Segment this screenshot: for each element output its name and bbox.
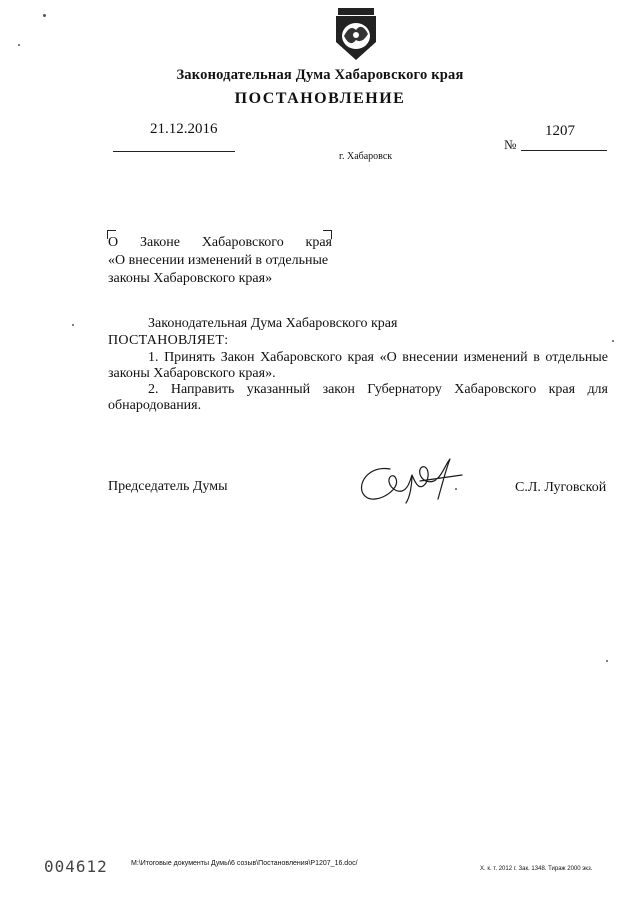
subject-word: Законе — [139, 235, 180, 250]
scan-speck — [455, 488, 457, 490]
body-decree: ПОСТАНОВЛЯЕТ: — [108, 333, 229, 348]
document-number: 1207 — [545, 123, 575, 139]
scan-speck — [18, 44, 20, 46]
subject-line-1 — [108, 234, 332, 252]
footer-serial-number: 004612 — [44, 857, 108, 876]
document-type-heading: ПОСТАНОВЛЕНИЕ — [234, 90, 406, 107]
subject-block — [108, 234, 332, 288]
signatory-name: С.Л. Луговской — [515, 480, 607, 495]
subject-word: края — [305, 235, 332, 250]
signatory-title: Председатель Думы — [108, 479, 228, 494]
decree-item-1: 1. Принять Закон Хабаровского края «О внесении изменений в отдельные законы Хабаровского края». — [108, 350, 608, 381]
document-date: 21.12.2016 — [150, 121, 218, 137]
subject-word: О — [108, 235, 119, 250]
footer-file-path: M:\Итоговые документы Думы\6 созыв\Постановления\P1207_16.doc/ — [131, 860, 358, 867]
number-underline — [521, 150, 607, 151]
scan-speck — [606, 660, 608, 662]
handwritten-signature — [350, 455, 468, 509]
number-sign: № — [504, 137, 517, 152]
body-intro: Законодательная Дума Хабаровского края — [148, 316, 398, 331]
scan-speck — [43, 14, 46, 17]
footer-print-info: Х. к. т. 2012 г. Зак. 1348. Тираж 2000 экз. — [480, 866, 593, 872]
organization-title: Законодательная Дума Хабаровского края — [176, 67, 464, 83]
scan-speck — [72, 324, 74, 326]
city-label: г. Хабаровск — [339, 151, 393, 162]
subject-word: Хабаровского — [201, 235, 284, 250]
decree-item-2: 2. Направить указанный закон Губернатору Хабаровского края для обнародования. — [108, 382, 608, 413]
subject-line-3: законы Хабаровского края» — [108, 271, 273, 286]
date-underline — [113, 151, 235, 152]
coat-of-arms-emblem — [330, 8, 382, 64]
subject-line-2: «О внесении изменений в отдельные — [108, 253, 329, 268]
scan-speck — [612, 340, 614, 342]
